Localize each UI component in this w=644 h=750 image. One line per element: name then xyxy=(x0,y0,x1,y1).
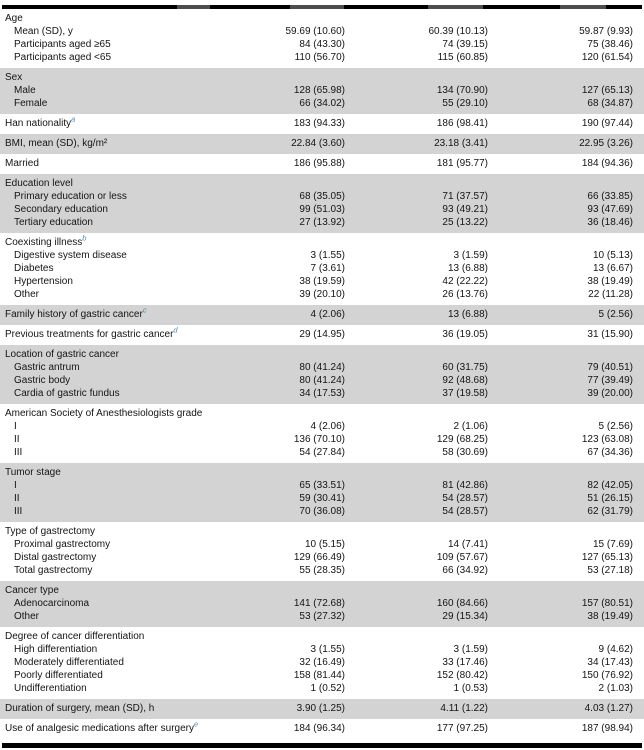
table-row xyxy=(0,190,644,203)
cell-value: 14 (7.41) xyxy=(447,539,488,550)
table-row xyxy=(0,492,644,505)
cell-value: 158 (81.44) xyxy=(293,670,345,681)
cell-value: 13 (6.67) xyxy=(592,263,633,274)
cell-value: 136 (70.10) xyxy=(293,434,345,445)
cell-value: 22 (11.28) xyxy=(588,289,633,300)
row-label xyxy=(5,656,202,669)
row-label-text: Adenocarcinoma xyxy=(14,598,90,609)
table-row xyxy=(0,630,644,643)
row-label xyxy=(5,407,633,420)
footnote-marker: b xyxy=(82,233,87,243)
cell-value: 4 (2.06) xyxy=(310,309,345,320)
table-section xyxy=(0,68,644,114)
cell-value: 75 (38.46) xyxy=(587,39,633,50)
row-label-text: Sex xyxy=(5,72,23,83)
row-label xyxy=(5,216,202,229)
cell-value: 134 (70.90) xyxy=(436,85,488,96)
cell-value: 71 (37.57) xyxy=(442,191,488,202)
table-section xyxy=(0,174,644,233)
table-row xyxy=(0,97,644,110)
cell-value: 62 (31.79) xyxy=(587,506,633,517)
cell-value: 54 (27.84) xyxy=(299,447,345,458)
row-label xyxy=(5,348,633,361)
row-label-text: Other xyxy=(14,611,40,622)
row-label xyxy=(5,643,202,656)
table-section xyxy=(0,345,644,404)
table-row xyxy=(0,325,644,341)
row-label xyxy=(5,479,202,492)
row-label-text: Gastric antrum xyxy=(14,362,80,373)
cell-value: 77 (39.49) xyxy=(587,375,633,386)
row-label-text: III xyxy=(14,447,23,458)
row-label xyxy=(5,492,202,505)
footnote-marker: d xyxy=(173,325,178,335)
cell-value: 33 (17.46) xyxy=(442,657,488,668)
row-label xyxy=(5,233,633,249)
row-label xyxy=(5,610,202,623)
table-row xyxy=(0,656,644,669)
cell-value: 186 (95.88) xyxy=(293,158,345,169)
cell-value: 3 (1.55) xyxy=(310,644,345,655)
footnote-marker: e xyxy=(193,719,199,729)
row-label xyxy=(5,249,202,262)
table-section xyxy=(0,719,644,739)
table-row xyxy=(0,669,644,682)
cell-value: 129 (66.49) xyxy=(293,552,345,563)
row-label-text: Mean (SD), y xyxy=(14,26,73,37)
table-section xyxy=(0,114,644,134)
cell-value: 66 (34.92) xyxy=(442,565,488,576)
cell-value: 82 (42.05) xyxy=(587,480,633,491)
table-row xyxy=(0,177,644,190)
cell-value: 186 (98.41) xyxy=(436,118,488,129)
table-row xyxy=(0,433,644,446)
table-row xyxy=(0,407,644,420)
cell-value: 184 (96.34) xyxy=(293,723,345,734)
cell-value: 152 (80.42) xyxy=(436,670,488,681)
table-row xyxy=(0,505,644,518)
row-label-text: Gastric body xyxy=(14,375,71,386)
cell-value: 31 (15.90) xyxy=(587,329,633,340)
cell-value: 29 (15.34) xyxy=(442,611,488,622)
row-label-text: Total gastrectomy xyxy=(14,565,93,576)
row-label xyxy=(5,325,202,341)
row-label xyxy=(5,420,202,433)
cell-value: 4.11 (1.22) xyxy=(440,703,488,714)
cell-value: 92 (48.68) xyxy=(442,375,488,386)
cell-value: 5 (2.56) xyxy=(598,421,633,432)
table-row xyxy=(0,564,644,577)
cell-value: 67 (34.36) xyxy=(587,447,633,458)
row-label-text: Digestive system disease xyxy=(14,250,127,261)
table-row xyxy=(0,51,644,64)
cell-value: 183 (94.33) xyxy=(293,118,345,129)
cell-value: 120 (61.54) xyxy=(581,52,633,63)
cell-value: 58 (30.69) xyxy=(442,447,488,458)
table-row xyxy=(0,597,644,610)
table-row xyxy=(0,479,644,492)
cell-value: 38 (19.49) xyxy=(587,276,633,287)
row-label xyxy=(5,114,202,130)
cell-value: 22.84 (3.60) xyxy=(291,138,345,149)
row-label-text: High differentiation xyxy=(14,644,98,655)
cell-value: 110 (56.70) xyxy=(294,52,345,63)
row-label xyxy=(5,275,202,288)
row-label-text: Male xyxy=(14,85,36,96)
cell-value: 66 (34.02) xyxy=(299,98,345,109)
cell-value: 29 (14.95) xyxy=(299,329,345,340)
row-label xyxy=(5,177,633,190)
row-label-text: Age xyxy=(5,13,23,24)
cell-value: 15 (7.69) xyxy=(592,539,633,550)
row-label xyxy=(5,669,202,682)
cell-value: 93 (49.21) xyxy=(442,204,488,215)
cell-value: 68 (35.05) xyxy=(299,191,345,202)
table-row xyxy=(0,233,644,249)
table-row xyxy=(0,643,644,656)
table-row xyxy=(0,262,644,275)
row-label-text: Education level xyxy=(5,178,73,189)
table-row xyxy=(0,374,644,387)
table-section xyxy=(0,581,644,627)
row-label-text: Type of gastrectomy xyxy=(5,526,96,537)
cell-value: 115 (60.85) xyxy=(437,52,488,63)
row-label xyxy=(5,25,202,38)
table-row xyxy=(0,446,644,459)
row-label-text: Family history of gastric cancer xyxy=(5,309,143,320)
row-label-text: Tumor stage xyxy=(5,467,61,478)
cell-value: 141 (72.68) xyxy=(293,598,345,609)
row-label xyxy=(5,203,202,216)
row-label-text: Primary education or less xyxy=(14,191,127,202)
cell-value: 9 (4.62) xyxy=(598,644,633,655)
row-label xyxy=(5,374,202,387)
cell-value: 129 (68.25) xyxy=(436,434,488,445)
row-label xyxy=(5,137,202,150)
row-label xyxy=(5,288,202,301)
row-label xyxy=(5,190,202,203)
table-row xyxy=(0,361,644,374)
table-section xyxy=(0,699,644,719)
cell-value: 3 (1.59) xyxy=(453,644,488,655)
row-label-text: Location of gastric cancer xyxy=(5,349,119,360)
table-row xyxy=(0,288,644,301)
row-label xyxy=(5,51,202,64)
table-row xyxy=(0,420,644,433)
cell-value: 128 (65.98) xyxy=(293,85,345,96)
cell-value: 7 (3.61) xyxy=(310,263,345,274)
row-label xyxy=(5,682,202,695)
baseline-characteristics-table xyxy=(0,9,644,739)
cell-value: 109 (57.67) xyxy=(436,552,488,563)
table-row xyxy=(0,137,644,150)
cell-value: 13 (6.88) xyxy=(447,263,488,274)
row-label-text: Participants aged ≥65 xyxy=(14,39,111,50)
row-label xyxy=(5,97,202,110)
row-label xyxy=(5,446,202,459)
cell-value: 39 (20.00) xyxy=(587,388,633,399)
cell-value: 160 (84.66) xyxy=(436,598,488,609)
cell-value: 42 (22.22) xyxy=(442,276,488,287)
cell-value: 184 (94.36) xyxy=(581,158,633,169)
cell-value: 59.69 (10.60) xyxy=(285,26,345,37)
cell-value: 60.39 (10.13) xyxy=(428,26,488,37)
cell-value: 25 (13.22) xyxy=(442,217,488,228)
cell-value: 99 (51.03) xyxy=(299,204,345,215)
table-row xyxy=(0,525,644,538)
table-section xyxy=(0,404,644,463)
cell-value: 26 (13.76) xyxy=(442,289,488,300)
table-section xyxy=(0,134,644,154)
cell-value: 79 (40.51) xyxy=(587,362,633,373)
table-section xyxy=(0,463,644,522)
row-label-text: I xyxy=(14,480,17,491)
cell-value: 127 (65.13) xyxy=(581,552,633,563)
cell-value: 84 (43.30) xyxy=(299,39,345,50)
row-label xyxy=(5,564,202,577)
row-label-text: III xyxy=(14,506,23,517)
row-label xyxy=(5,84,202,97)
cell-value: 13 (6.88) xyxy=(447,309,488,320)
table-row xyxy=(0,719,644,735)
cell-value: 80 (41.24) xyxy=(299,362,345,373)
cell-value: 3 (1.59) xyxy=(453,250,488,261)
cell-value: 2 (1.03) xyxy=(598,683,633,694)
table-row xyxy=(0,114,644,130)
row-label-text: Married xyxy=(5,158,39,169)
cell-value: 53 (27.32) xyxy=(299,611,345,622)
table-section xyxy=(0,522,644,581)
table-row xyxy=(0,84,644,97)
cell-value: 187 (98.94) xyxy=(581,723,633,734)
row-label-text: Distal gastrectomy xyxy=(14,552,97,563)
table-row xyxy=(0,216,644,229)
cell-value: 54 (28.57) xyxy=(442,493,488,504)
row-label-text: Duration of surgery, mean (SD), h xyxy=(5,703,155,714)
cell-value: 60 (31.75) xyxy=(442,362,488,373)
row-label-text: Cancer type xyxy=(5,585,59,596)
row-label xyxy=(5,584,633,597)
row-label xyxy=(5,525,633,538)
row-label-text: I xyxy=(14,421,17,432)
table-section xyxy=(0,9,644,68)
cell-value: 157 (80.51) xyxy=(581,598,633,609)
row-label-text: Participants aged <65 xyxy=(14,52,112,63)
cell-value: 59.87 (9.93) xyxy=(579,26,633,37)
row-label xyxy=(5,157,202,170)
cell-value: 27 (13.92) xyxy=(299,217,345,228)
row-label-text: Moderately differentiated xyxy=(14,657,124,668)
table-row xyxy=(0,12,644,25)
row-label-text: BMI, mean (SD), kg/m² xyxy=(5,138,108,149)
cell-value: 38 (19.49) xyxy=(587,611,633,622)
table-row xyxy=(0,551,644,564)
cell-value: 70 (36.08) xyxy=(299,506,345,517)
row-label-text: II xyxy=(14,493,20,504)
cell-value: 10 (5.15) xyxy=(304,539,345,550)
cell-value: 32 (16.49) xyxy=(299,657,345,668)
cell-value: 51 (26.15) xyxy=(587,493,633,504)
cell-value: 54 (28.57) xyxy=(442,506,488,517)
cell-value: 5 (2.56) xyxy=(598,309,633,320)
table-row xyxy=(0,610,644,623)
table-section xyxy=(0,305,644,325)
table-row xyxy=(0,538,644,551)
cell-value: 177 (97.25) xyxy=(436,723,488,734)
row-label-text: Undifferentiation xyxy=(14,683,87,694)
row-label xyxy=(5,71,633,84)
table-row xyxy=(0,305,644,321)
table-row xyxy=(0,38,644,51)
cell-value: 36 (19.05) xyxy=(442,329,488,340)
row-label-text: Tertiary education xyxy=(14,217,93,228)
cell-value: 34 (17.43) xyxy=(587,657,633,668)
row-label-text: Secondary education xyxy=(14,204,108,215)
row-label xyxy=(5,505,202,518)
row-label xyxy=(5,433,202,446)
table-row xyxy=(0,584,644,597)
row-label-text: Diabetes xyxy=(14,263,54,274)
row-label-text: Hypertension xyxy=(14,276,73,287)
cell-value: 68 (34.87) xyxy=(587,98,633,109)
row-label xyxy=(5,262,202,275)
cell-value: 53 (27.18) xyxy=(587,565,633,576)
row-label-text: Previous treatments for gastric cancer xyxy=(5,329,174,340)
cell-value: 4.03 (1.27) xyxy=(584,703,633,714)
row-label xyxy=(5,719,202,735)
row-label xyxy=(5,361,202,374)
cell-value: 123 (63.08) xyxy=(581,434,633,445)
row-label xyxy=(5,551,202,564)
row-label-text: Female xyxy=(14,98,48,109)
table-section xyxy=(0,325,644,345)
cell-value: 66 (33.85) xyxy=(587,191,633,202)
table-row xyxy=(0,466,644,479)
row-label-text: Other xyxy=(14,289,40,300)
table-row xyxy=(0,203,644,216)
footnote-marker: c xyxy=(142,305,147,315)
cell-value: 65 (33.51) xyxy=(299,480,345,491)
row-label-text: Coexisting illness xyxy=(5,237,83,248)
footnote-marker: a xyxy=(71,114,76,124)
cell-value: 127 (65.13) xyxy=(581,85,633,96)
row-label-text: Han nationality xyxy=(5,118,72,129)
table-section xyxy=(0,233,644,305)
cell-value: 190 (97.44) xyxy=(581,118,633,129)
cell-value: 81 (42.86) xyxy=(442,480,488,491)
table-row xyxy=(0,682,644,695)
table-bottom-rule xyxy=(2,743,642,748)
table-row xyxy=(0,387,644,400)
row-label-text: Cardia of gastric fundus xyxy=(14,388,120,399)
table-row xyxy=(0,157,644,170)
table-section xyxy=(0,627,644,699)
table-row xyxy=(0,702,644,715)
row-label xyxy=(5,597,202,610)
row-label xyxy=(5,305,202,321)
row-label xyxy=(5,630,633,643)
cell-value: 4 (2.06) xyxy=(310,421,345,432)
row-label xyxy=(5,387,202,400)
row-label xyxy=(5,12,633,25)
row-label xyxy=(5,538,202,551)
cell-value: 22.95 (3.26) xyxy=(579,138,633,149)
row-label-text: II xyxy=(14,434,20,445)
cell-value: 59 (30.41) xyxy=(299,493,345,504)
cell-value: 181 (95.77) xyxy=(436,158,488,169)
table-section xyxy=(0,154,644,174)
cell-value: 39 (20.10) xyxy=(299,289,345,300)
cell-value: 37 (19.58) xyxy=(442,388,488,399)
cell-value: 23.18 (3.41) xyxy=(434,138,488,149)
cell-value: 150 (76.92) xyxy=(581,670,633,681)
row-label-text: Use of analgesic medications after surgery xyxy=(5,723,194,734)
cell-value: 34 (17.53) xyxy=(299,388,345,399)
cell-value: 93 (47.69) xyxy=(587,204,633,215)
row-label xyxy=(5,466,633,479)
cell-value: 1 (0.53) xyxy=(453,683,488,694)
cell-value: 38 (19.59) xyxy=(299,276,345,287)
table-row xyxy=(0,275,644,288)
row-label xyxy=(5,702,202,715)
table-row xyxy=(0,71,644,84)
row-label-text: American Society of Anesthesiologists grade xyxy=(5,408,203,419)
cell-value: 80 (41.24) xyxy=(299,375,345,386)
row-label-text: Poorly differentiated xyxy=(14,670,103,681)
table-row xyxy=(0,249,644,262)
table-row xyxy=(0,25,644,38)
cell-value: 2 (1.06) xyxy=(453,421,488,432)
row-label xyxy=(5,38,202,51)
row-label-text: Degree of cancer differentiation xyxy=(5,631,145,642)
cell-value: 55 (29.10) xyxy=(442,98,488,109)
cell-value: 55 (28.35) xyxy=(299,565,345,576)
cell-value: 10 (5.13) xyxy=(592,250,633,261)
cell-value: 36 (18.46) xyxy=(587,217,633,228)
table-row xyxy=(0,348,644,361)
cell-value: 1 (0.52) xyxy=(310,683,345,694)
cell-value: 3.90 (1.25) xyxy=(296,703,345,714)
row-label-text: Proximal gastrectomy xyxy=(14,539,111,550)
cell-value: 74 (39.15) xyxy=(442,39,488,50)
cell-value: 3 (1.55) xyxy=(310,250,345,261)
